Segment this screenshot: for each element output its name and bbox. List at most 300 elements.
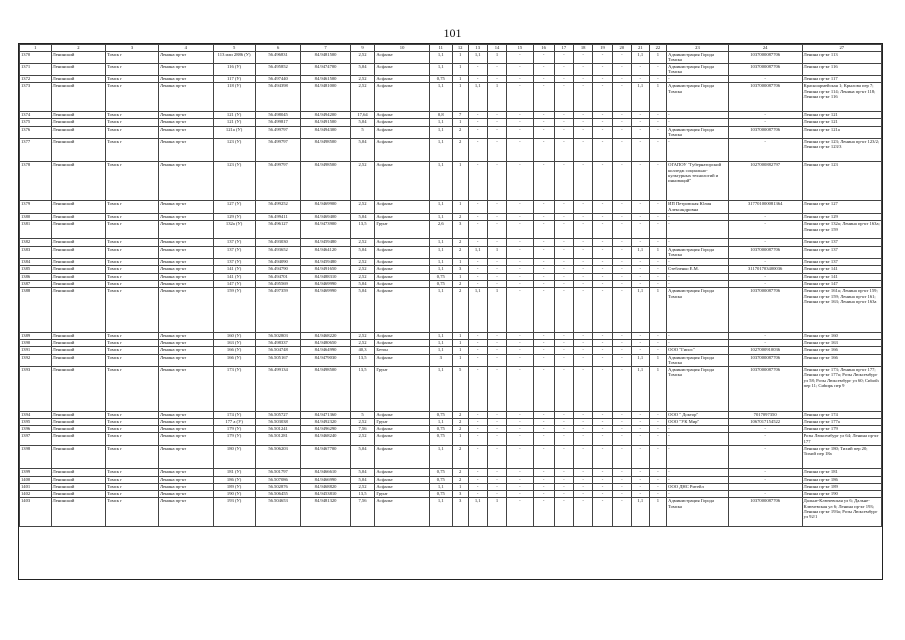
table-cell: 1 — [487, 498, 506, 527]
table-cell: - — [533, 266, 554, 273]
table-cell: Томск г — [106, 111, 159, 118]
table-cell: Ленина пр-кт — [158, 139, 213, 162]
table-cell: - — [554, 354, 573, 367]
table-cell: Томск г — [106, 214, 159, 221]
table-cell: 1,1 — [468, 246, 487, 259]
table-cell: Грунт — [375, 491, 430, 498]
table-cell: - — [612, 288, 631, 332]
table-cell: Томск г — [106, 63, 159, 76]
table-cell: Ленинский — [51, 266, 106, 273]
table-cell: - — [649, 446, 667, 469]
table-cell: 56.499797 — [255, 126, 301, 139]
table-cell: - — [487, 426, 506, 433]
table-cell: - — [667, 139, 729, 162]
table-cell: 13,5 — [350, 221, 375, 239]
table-cell: Томск г — [106, 418, 159, 425]
table-cell: 1,1 — [632, 498, 650, 527]
table-cell: 13,5 — [350, 367, 375, 411]
table-cell: 56.499817 — [255, 119, 301, 126]
table-cell: Ленинский — [51, 281, 106, 288]
table-cell: - — [632, 162, 650, 201]
table-cell: 129 (У) — [213, 214, 255, 221]
table-cell: 84.9480650 — [301, 340, 350, 347]
table-cell: Ленина пр-кт — [158, 340, 213, 347]
table-cell: Дальне-Ключевская ул 6; Дальне-Ключевская ул 6; Ленина пр-кт 193; Ленина пр-кт 193а; Розы Люксембург ул 92/1 — [802, 498, 881, 527]
table-cell: Ленина пр-кт 121 — [802, 119, 881, 126]
row-id-cell: 1394 — [20, 411, 52, 418]
table-cell: - — [632, 259, 650, 266]
row-id-cell: 1377 — [20, 139, 52, 162]
table-cell: - — [507, 340, 533, 347]
table-cell: - — [507, 332, 533, 339]
table-cell: Томск г — [106, 288, 159, 332]
table-cell: - — [612, 221, 631, 239]
table-cell: 56.505727 — [255, 411, 301, 418]
table-cell: - — [533, 246, 554, 259]
table-cell: ООО ДНС Ритейл — [667, 483, 729, 490]
table-cell: 84.9479030 — [301, 354, 350, 367]
table-cell: Грунт — [375, 221, 430, 239]
table-cell: - — [728, 469, 802, 476]
table-cell: - — [533, 111, 554, 118]
table-cell: - — [593, 446, 612, 469]
table-cell: 1,1 — [429, 418, 452, 425]
table-cell: - — [554, 281, 573, 288]
table-cell: 0,75 — [429, 273, 452, 280]
table-cell: - — [574, 446, 593, 469]
table-row — [20, 246, 882, 259]
table-cell: 5,04 — [350, 139, 375, 162]
table-cell: - — [554, 52, 573, 64]
table-cell: Асфальт — [375, 281, 430, 288]
table-cell: - — [533, 273, 554, 280]
table-cell: Асфальт — [375, 476, 430, 483]
table-cell: Ленина пр-кт — [158, 239, 213, 246]
table-cell: - — [533, 426, 554, 433]
table-cell: - — [593, 119, 612, 126]
table-cell: - — [574, 411, 593, 418]
table-cell: - — [612, 239, 631, 246]
table-cell: - — [632, 491, 650, 498]
table-cell: 1,1 — [429, 239, 452, 246]
table-cell: - — [593, 201, 612, 214]
row-id-cell: 1379 — [20, 201, 52, 214]
table-cell: Ленинский — [51, 273, 106, 280]
table-cell: 84.9466610 — [301, 469, 350, 476]
table-cell: - — [533, 288, 554, 332]
table-cell: 1,1 — [429, 483, 452, 490]
table-cell: - — [574, 201, 593, 214]
table-cell: - — [507, 52, 533, 64]
table-cell: Ленина пр-кт — [158, 367, 213, 411]
table-cell: 17,64 — [350, 111, 375, 118]
table-cell: - — [533, 347, 554, 354]
table-cell: Ленинский — [51, 347, 106, 354]
table-cell: - — [507, 418, 533, 425]
table-cell: Томск г — [106, 266, 159, 273]
table-cell: Асфальт — [375, 354, 430, 367]
table-cell: - — [574, 273, 593, 280]
table-cell: 2 — [452, 469, 468, 476]
column-header: 10 — [375, 45, 430, 52]
table-cell: 1,1 — [429, 126, 452, 139]
table-cell: Администрация Города Томска — [667, 367, 729, 411]
table-cell: 56.506455 — [255, 491, 301, 498]
table-cell: - — [487, 367, 506, 411]
table-cell: 117 (У) — [213, 76, 255, 83]
table-cell: Асфальт — [375, 119, 430, 126]
table-cell: 2 — [452, 139, 468, 162]
table-cell: - — [533, 52, 554, 64]
table-cell: - — [649, 126, 667, 139]
column-header: 12 — [452, 45, 468, 52]
table-cell: 84.9488310 — [301, 273, 350, 280]
table-cell: - — [487, 76, 506, 83]
table-row — [20, 288, 882, 332]
table-cell: 2,52 — [350, 76, 375, 83]
table-cell: 137 (У) — [213, 239, 255, 246]
table-cell: - — [593, 354, 612, 367]
table-cell: - — [468, 139, 487, 162]
table-cell: Асфальт — [375, 259, 430, 266]
table-cell: - — [593, 288, 612, 332]
table-cell: 1,1 — [468, 52, 487, 64]
table-cell: - — [468, 111, 487, 118]
table-cell: 1037000087706 — [728, 126, 802, 139]
table-cell: - — [468, 162, 487, 201]
table-cell: - — [612, 433, 631, 446]
table-cell: 56.501281 — [255, 433, 301, 446]
table-cell: - — [593, 111, 612, 118]
table-cell: Бетон — [375, 347, 430, 354]
table-cell: - — [667, 119, 729, 126]
table-cell: Асфальт — [375, 63, 430, 76]
table-cell: Асфальт — [375, 76, 430, 83]
row-id-cell: 1399 — [20, 469, 52, 476]
table-cell: - — [574, 426, 593, 433]
table-cell: - — [507, 63, 533, 76]
table-cell: Ленина пр-кт 132а; Ленина пр-кт 163а; Ленина пр-кт 159 — [802, 221, 881, 239]
table-cell: 1,1 — [429, 498, 452, 527]
table-cell: 56.499797 — [255, 162, 301, 201]
table-cell: Грунт — [375, 367, 430, 411]
table-cell: - — [507, 446, 533, 469]
table-cell: 0,75 — [429, 476, 452, 483]
table-cell: Асфальт — [375, 340, 430, 347]
table-cell: - — [612, 354, 631, 367]
row-id-cell: 1390 — [20, 340, 52, 347]
table-cell: - — [593, 273, 612, 280]
table-cell: 84.9481500 — [301, 52, 350, 64]
table-cell: - — [468, 76, 487, 83]
table-cell: - — [593, 498, 612, 527]
table-cell: 1,1 — [429, 214, 452, 221]
table-cell: Ленина пр-кт 189 — [802, 483, 881, 490]
table-cell: - — [612, 201, 631, 214]
table-cell: Томск г — [106, 426, 159, 433]
table-cell: 7 — [452, 111, 468, 118]
table-cell: Томск г — [106, 281, 159, 288]
column-header: 14 — [487, 45, 506, 52]
table-header — [20, 45, 882, 52]
column-header: 15 — [507, 45, 533, 52]
table-cell: ООО "Гипос" — [667, 347, 729, 354]
table-cell: 0,75 — [429, 433, 452, 446]
table-cell: 84.9469990 — [301, 281, 350, 288]
table-cell: Администрация Города Томска — [667, 63, 729, 76]
table-cell: - — [593, 63, 612, 76]
row-id-cell: 1398 — [20, 446, 52, 469]
row-id-cell: 1372 — [20, 76, 52, 83]
table-cell: 13,5 — [350, 354, 375, 367]
table-cell: 1 — [487, 246, 506, 259]
table-cell: Ленинский — [51, 367, 106, 411]
table-cell: - — [632, 119, 650, 126]
table-cell: 1037000087706 — [728, 288, 802, 332]
table-cell: - — [593, 83, 612, 112]
table-cell: - — [574, 52, 593, 64]
table-cell: 56.499411 — [255, 214, 301, 221]
table-cell: - — [487, 221, 506, 239]
table-cell: Администрация Города Томска — [667, 126, 729, 139]
table-cell: 84.9481000 — [301, 83, 350, 112]
table-cell: 1 — [452, 83, 468, 112]
table-cell: - — [507, 483, 533, 490]
row-id-cell: 1371 — [20, 63, 52, 76]
table-cell: 166 (У) — [213, 347, 255, 354]
table-cell: Асфальт — [375, 111, 430, 118]
table-cell: 1,1 — [632, 288, 650, 332]
table-cell: - — [487, 201, 506, 214]
table-cell: 2 — [452, 288, 468, 332]
table-cell: - — [554, 446, 573, 469]
row-id-cell: 1400 — [20, 476, 52, 483]
table-cell: 7017097350 — [728, 411, 802, 418]
table-row — [20, 214, 882, 221]
table-cell: - — [649, 476, 667, 483]
table-cell: Ленинский — [51, 469, 106, 476]
table-cell: Ленинский — [51, 111, 106, 118]
table-row — [20, 418, 882, 425]
table-cell: 118 (У) — [213, 83, 255, 112]
table-cell: 84.9469400 — [301, 214, 350, 221]
table-cell: - — [533, 76, 554, 83]
table-cell: - — [632, 347, 650, 354]
row-id-cell: 1389 — [20, 332, 52, 339]
table-cell: 84.9459480 — [301, 259, 350, 266]
table-cell: - — [667, 281, 729, 288]
table-cell: Грунт — [375, 418, 430, 425]
row-id-cell: 1373 — [20, 83, 52, 112]
table-cell: - — [728, 491, 802, 498]
table-cell: - — [574, 259, 593, 266]
table-cell: - — [507, 498, 533, 527]
table-cell: 2,6 — [429, 221, 452, 239]
table-cell: - — [554, 259, 573, 266]
table-cell: - — [632, 76, 650, 83]
table-cell: - — [593, 139, 612, 162]
table-cell: - — [574, 418, 593, 425]
table-cell: 56.494701 — [255, 273, 301, 280]
table-cell: - — [533, 201, 554, 214]
row-id-cell: 1374 — [20, 111, 52, 118]
table-cell: 2,52 — [350, 83, 375, 112]
table-cell: Ленина пр-кт — [158, 162, 213, 201]
column-header: 27 — [802, 45, 881, 52]
table-cell: Асфальт — [375, 288, 430, 332]
table-cell: - — [487, 281, 506, 288]
table-cell: Ленина пр-кт 137 — [802, 239, 881, 246]
table-row — [20, 83, 882, 112]
row-id-cell: 1381 — [20, 221, 52, 239]
table-cell: - — [574, 214, 593, 221]
table-cell: 0,75 — [429, 411, 452, 418]
table-cell: Ленинский — [51, 239, 106, 246]
table-cell: ООО "УК Мир" — [667, 418, 729, 425]
table-cell: Томск г — [106, 162, 159, 201]
table-cell: - — [468, 266, 487, 273]
table-cell: - — [632, 469, 650, 476]
table-cell: - — [632, 126, 650, 139]
table-cell: Ленинский — [51, 139, 106, 162]
table-cell: - — [649, 221, 667, 239]
table-cell: - — [632, 221, 650, 239]
table-cell: - — [533, 446, 554, 469]
table-cell: Красноармейская 1; Крылова пер 7; Ленина пр-кт 114; Ленина пр-кт 118; Ленина пр-кт 116 — [802, 83, 881, 112]
table-cell: 0,75 — [429, 491, 452, 498]
table-cell: 1,1 — [429, 201, 452, 214]
table-cell: - — [593, 126, 612, 139]
table-row — [20, 111, 882, 118]
table-cell: - — [728, 426, 802, 433]
table-row — [20, 332, 882, 339]
table-cell: - — [612, 119, 631, 126]
table-cell: 3 — [452, 266, 468, 273]
table-cell: - — [507, 139, 533, 162]
table-row — [20, 491, 882, 498]
table-cell: 137 (У) — [213, 246, 255, 259]
table-cell: 5,04 — [350, 469, 375, 476]
table-cell: 2 — [452, 281, 468, 288]
table-cell: 121а (У) — [213, 126, 255, 139]
table-cell: Ленина пр-кт 160 — [802, 332, 881, 339]
table-cell: - — [487, 139, 506, 162]
table-cell: - — [468, 126, 487, 139]
table-cell: 56.499252 — [255, 201, 301, 214]
table-cell: - — [554, 201, 573, 214]
table-cell: - — [649, 491, 667, 498]
table-cell: Ленина пр-кт — [158, 354, 213, 367]
row-id-cell: 1383 — [20, 246, 52, 259]
table-cell: 5,04 — [350, 281, 375, 288]
table-cell: - — [612, 332, 631, 339]
table-cell: 56.501797 — [255, 469, 301, 476]
table-cell: - — [574, 498, 593, 527]
row-id-cell: 1391 — [20, 347, 52, 354]
table-cell: 1 — [452, 201, 468, 214]
table-cell: - — [533, 239, 554, 246]
table-cell: Ленина пр-кт 141 — [802, 273, 881, 280]
table-cell: 56.498337 — [255, 340, 301, 347]
table-cell: 56.502803 — [255, 332, 301, 339]
table-cell: - — [507, 162, 533, 201]
table-cell: - — [554, 221, 573, 239]
table-cell: - — [533, 498, 554, 527]
table-cell: 1 — [649, 246, 667, 259]
table-cell: - — [507, 491, 533, 498]
table-cell: Ленинский — [51, 446, 106, 469]
table-cell: - — [728, 239, 802, 246]
table-cell: - — [468, 469, 487, 476]
column-header: 9 — [350, 45, 375, 52]
table-cell: 1 — [452, 162, 468, 201]
table-cell: 2,52 — [350, 52, 375, 64]
table-cell: ОГАПОУ "Губернаторский колледж социально-культурных технологий и инноваций" — [667, 162, 729, 201]
table-cell: - — [533, 483, 554, 490]
table-cell: - — [507, 426, 533, 433]
table-cell: - — [649, 214, 667, 221]
table-cell: - — [612, 281, 631, 288]
table-cell: 1,1 — [429, 347, 452, 354]
table-cell: - — [533, 214, 554, 221]
table-cell: - — [649, 266, 667, 273]
table-cell: - — [554, 76, 573, 83]
table-cell: - — [554, 239, 573, 246]
table-cell: - — [507, 221, 533, 239]
table-cell: Администрация Города Томска — [667, 83, 729, 112]
table-cell: - — [632, 201, 650, 214]
table-cell: 84.9468240 — [301, 433, 350, 446]
table-cell: - — [468, 347, 487, 354]
table-cell: - — [612, 266, 631, 273]
table-cell: 141 (У) — [213, 266, 255, 273]
table-cell: 1,1 — [632, 367, 650, 411]
table-cell: - — [574, 126, 593, 139]
table-cell: Асфальт — [375, 246, 430, 259]
table-cell: 147 (У) — [213, 281, 255, 288]
table-cell: - — [487, 418, 506, 425]
table-cell: - — [632, 239, 650, 246]
table-cell: 84.9471360 — [301, 411, 350, 418]
table-cell: - — [468, 201, 487, 214]
table-cell: - — [649, 259, 667, 266]
table-cell: - — [468, 418, 487, 425]
table-cell: 2,52 — [350, 433, 375, 446]
table-cell: - — [632, 446, 650, 469]
table-cell: - — [632, 63, 650, 76]
column-header: 13 — [468, 45, 487, 52]
table-cell: 56.494090 — [255, 259, 301, 266]
table-cell: - — [593, 52, 612, 64]
table-cell: 56.495569 — [255, 281, 301, 288]
table-cell: Томск г — [106, 411, 159, 418]
table-cell: - — [487, 239, 506, 246]
table-cell: Ленина пр-кт — [158, 201, 213, 214]
table-cell: Асфальт — [375, 126, 430, 139]
table-cell: - — [649, 239, 667, 246]
table-cell: Асфальт — [375, 469, 430, 476]
table-cell: - — [468, 281, 487, 288]
table-cell: - — [728, 259, 802, 266]
table-cell: Ленина пр-кт — [158, 214, 213, 221]
table-cell: - — [533, 139, 554, 162]
column-header: 3 — [106, 45, 159, 52]
table-cell: - — [468, 491, 487, 498]
table-cell: Ленина пр-кт 137 — [802, 259, 881, 266]
table-cell: - — [507, 433, 533, 446]
table-cell: 84.9481320 — [301, 498, 350, 527]
table-cell: - — [593, 476, 612, 483]
